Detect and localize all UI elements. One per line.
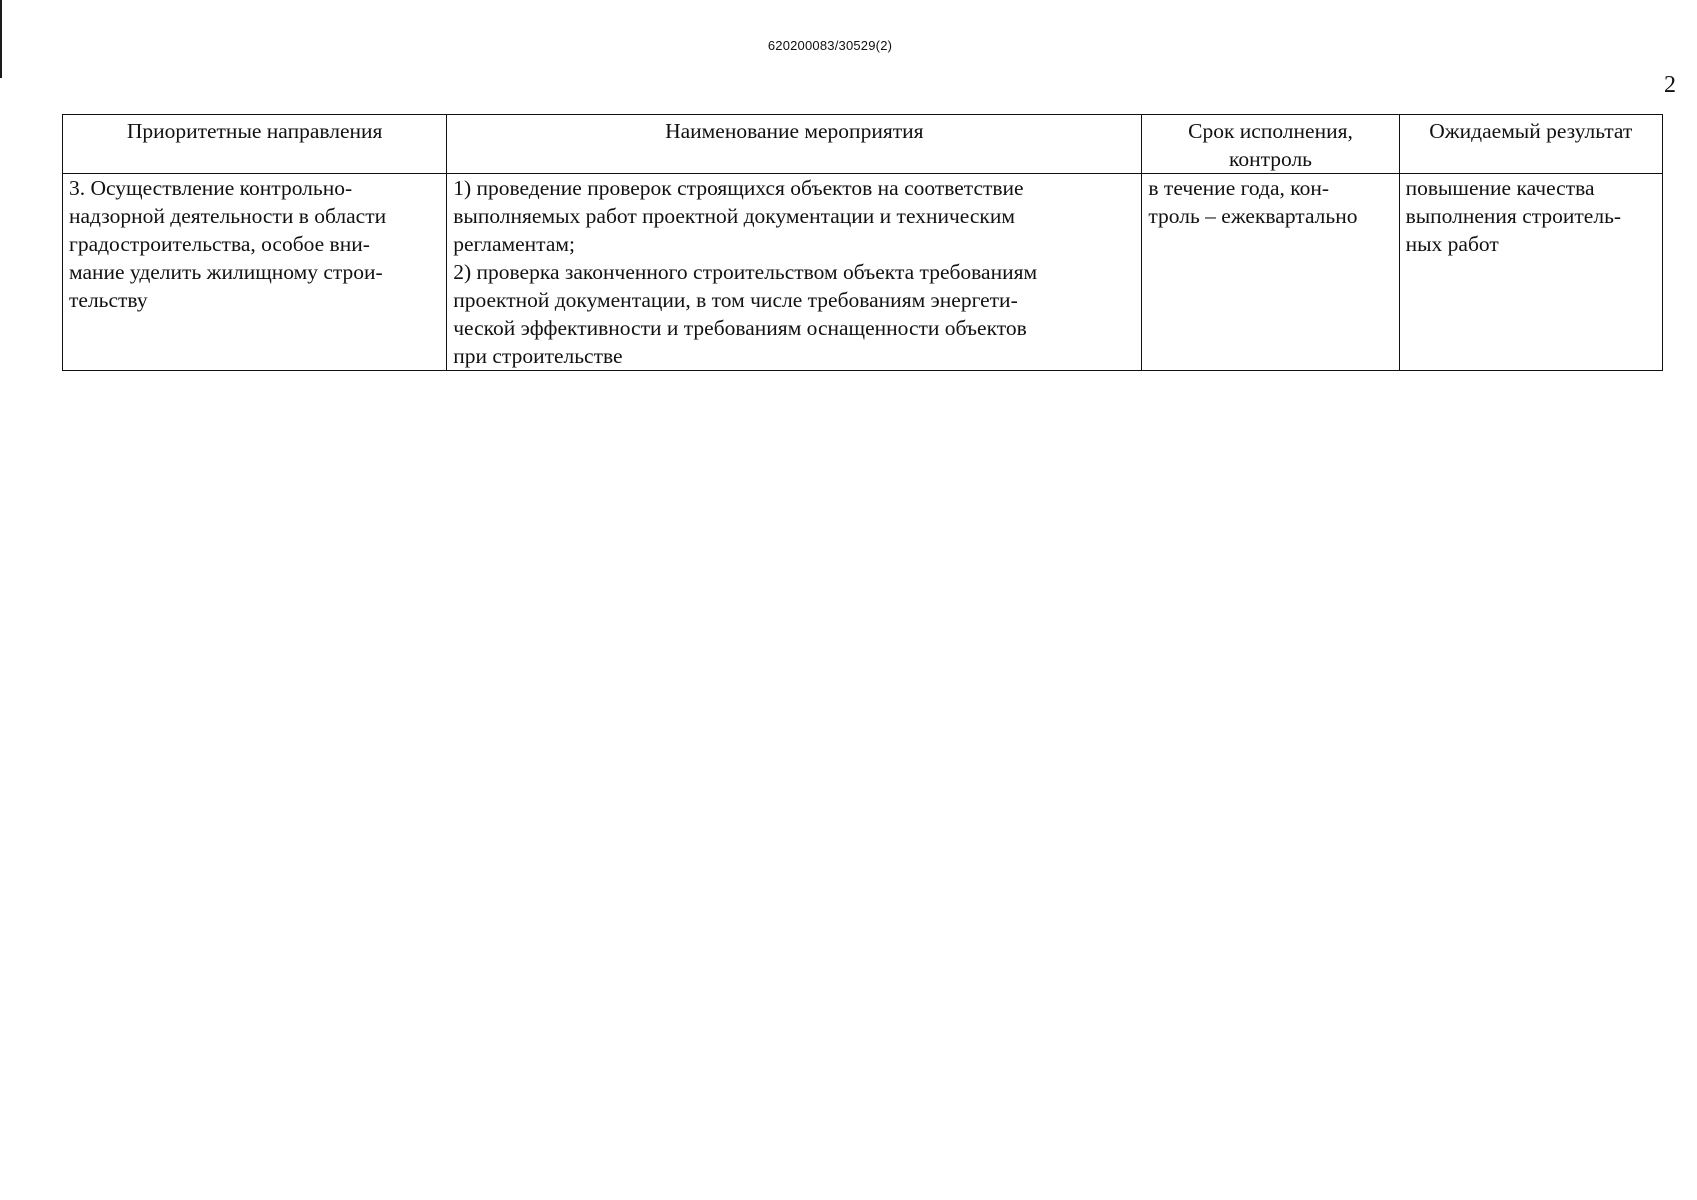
cell-activity [447, 174, 1142, 371]
document-number: 620200083/30529(2) [767, 38, 893, 53]
cell-text-line: мание уделить жилищному строи- [69, 260, 383, 284]
cell-text-line: ных работ [1405, 232, 1499, 256]
cell-text-line: выполняемых работ проектной документации и техническим [453, 204, 1015, 228]
cell-text-line: регламентам; [453, 232, 575, 256]
cell-text-line: в течение года, кон- [1148, 176, 1330, 200]
header-deadline-control: Срок исполнения, контроль [1142, 115, 1399, 174]
cell-text-line: надзорной деятельности в области [69, 204, 387, 228]
scan-edge-mark [0, 0, 2, 78]
cell-text-line: троль – ежеквартально [1148, 204, 1358, 228]
header-activity-name: Наименование мероприятия [447, 115, 1142, 174]
cell-result [1399, 174, 1662, 371]
table-row [63, 174, 1663, 371]
cell-text-line: градостроительства, особое вни- [69, 232, 370, 256]
cell-direction [63, 174, 447, 371]
cell-text-line: проектной документации, в том числе требованиям энергети- [453, 288, 1018, 312]
header-priority-directions: Приоритетные направления [63, 115, 447, 174]
cell-deadline [1142, 174, 1399, 371]
cell-text-line: выполнения строитель- [1405, 204, 1622, 228]
table-header-row [63, 115, 1663, 174]
cell-text-line: 2) проверка законченного строительством объекта требованиям [453, 260, 1038, 284]
header-expected-result: Ожидаемый результат [1399, 115, 1662, 174]
cell-text-line: 3. Осуществление контрольно- [69, 176, 353, 200]
cell-text-line: тельству [69, 288, 148, 312]
cell-text-line: при строительстве [453, 344, 623, 368]
cell-text-line: повышение качества [1405, 176, 1595, 200]
table-header [63, 115, 1663, 174]
cell-text-line: 1) проведение проверок строящихся объектов на соответствие [453, 176, 1024, 200]
activity-plan-table [62, 114, 1663, 371]
page-number: 2 [1664, 72, 1676, 98]
cell-text-line: ческой эффективности и требованиям оснащенности объектов [453, 316, 1027, 340]
